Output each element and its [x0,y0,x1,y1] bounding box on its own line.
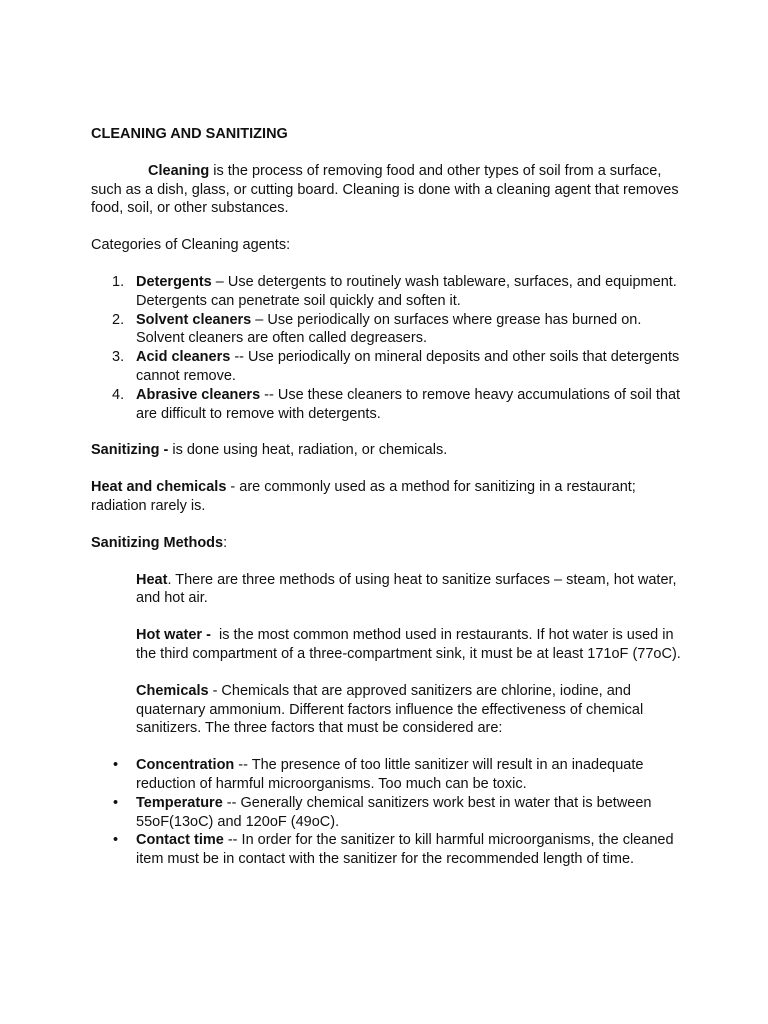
list-number: 2. [112,311,125,328]
categories-heading: Categories of Cleaning agents: [91,237,291,254]
list-item [91,794,691,832]
category-text: – Use detergents to routinely wash tableware, surfaces, and equipment. Detergents can penetrate soil quickly and soften it. [136,273,677,309]
chemicals-term: Chemicals [136,682,209,699]
factor-text: -- In order for the sanitizer to kill harmful microorganisms, the cleaned item must be in contact with the sanitizer for the recommended length of time. [136,832,674,868]
methods-heading [91,534,691,553]
list-item [91,311,691,349]
factor-term: Concentration [136,757,235,774]
bullet-icon: • [113,757,119,774]
heat-chemicals-term: Heat and chemicals [91,479,227,496]
list-item [91,348,691,386]
intro-paragraph [91,162,691,218]
heat-chemicals-text: - are commonly used as a method for sanitizing in a restaurant; radiation rarely is. [91,479,636,514]
factor-text: -- The presence of too little sanitizer will result in an inadequate reduction of harmful microorganisms. Too much can be toxic. [136,757,644,792]
category-text: -- Use these cleaners to remove heavy accumulations of soil that are difficult to remove with detergents. [136,386,681,422]
category-term: Abrasive cleaners [136,386,261,403]
heat-text: . There are three methods of using heat to sanitize surfaces – steam, hot water, and hot air. [136,571,677,607]
intro-text: is the process of removing food and other types of soil from a surface, such as a dish, glass, or cutting board. Cleaning is done with a cleaning agent that removes food, soil, or other substances. [91,162,679,217]
list-item [91,756,691,794]
list-item [91,386,691,424]
hot-water-paragraph [91,626,691,664]
heat-chemicals-paragraph [91,478,691,516]
list-number: 1. [112,273,125,290]
bullet-icon: • [113,832,119,849]
chemicals-text: - Chemicals that are approved sanitizers are chlorine, iodine, and quaternary ammonium. Different factors influence the effectiveness of chemical sanitizers. The three factors that must be considered are: [136,682,644,737]
category-text: – Use periodically on surfaces where grease has burned on. Solvent cleaners are often called degreasers. [136,311,642,347]
factor-term: Contact time [136,832,224,849]
bullet-icon: • [113,794,119,811]
category-term: Acid cleaners [136,349,231,366]
sanitizing-text: is done using heat, radiation, or chemicals. [168,442,448,459]
category-term: Detergents [136,273,212,290]
document-title: CLEANING AND SANITIZING [91,126,288,142]
list-item [91,831,691,869]
hot-water-text: is the most common method used in restaurants. If hot water is used in the third compartment of a three-compartment sink, it must be at least 171oF (77oC). [136,627,681,662]
heat-term: Heat [136,571,168,588]
methods-term: Sanitizing Methods [91,534,224,551]
category-text: -- Use periodically on mineral deposits and other soils that detergents cannot remove. [136,349,680,384]
list-number: 3. [112,349,125,366]
sanitizing-term: Sanitizing - [91,442,169,459]
heat-paragraph [91,571,691,609]
chemicals-paragraph [91,682,691,738]
factor-term: Temperature [136,794,223,811]
category-term: Solvent cleaners [136,311,252,328]
categories-list [91,273,691,423]
hot-water-term: Hot water - [136,627,211,644]
list-item [91,273,691,311]
sanitizing-paragraph [91,441,691,460]
factors-list [91,756,691,869]
intro-term: Cleaning [148,162,210,179]
methods-colon: : [223,534,228,551]
document-page [91,125,691,869]
factor-text: -- Generally chemical sanitizers work best in water that is between 55oF(13oC) and 120oF (49oC). [136,794,652,830]
list-number: 4. [112,386,125,403]
